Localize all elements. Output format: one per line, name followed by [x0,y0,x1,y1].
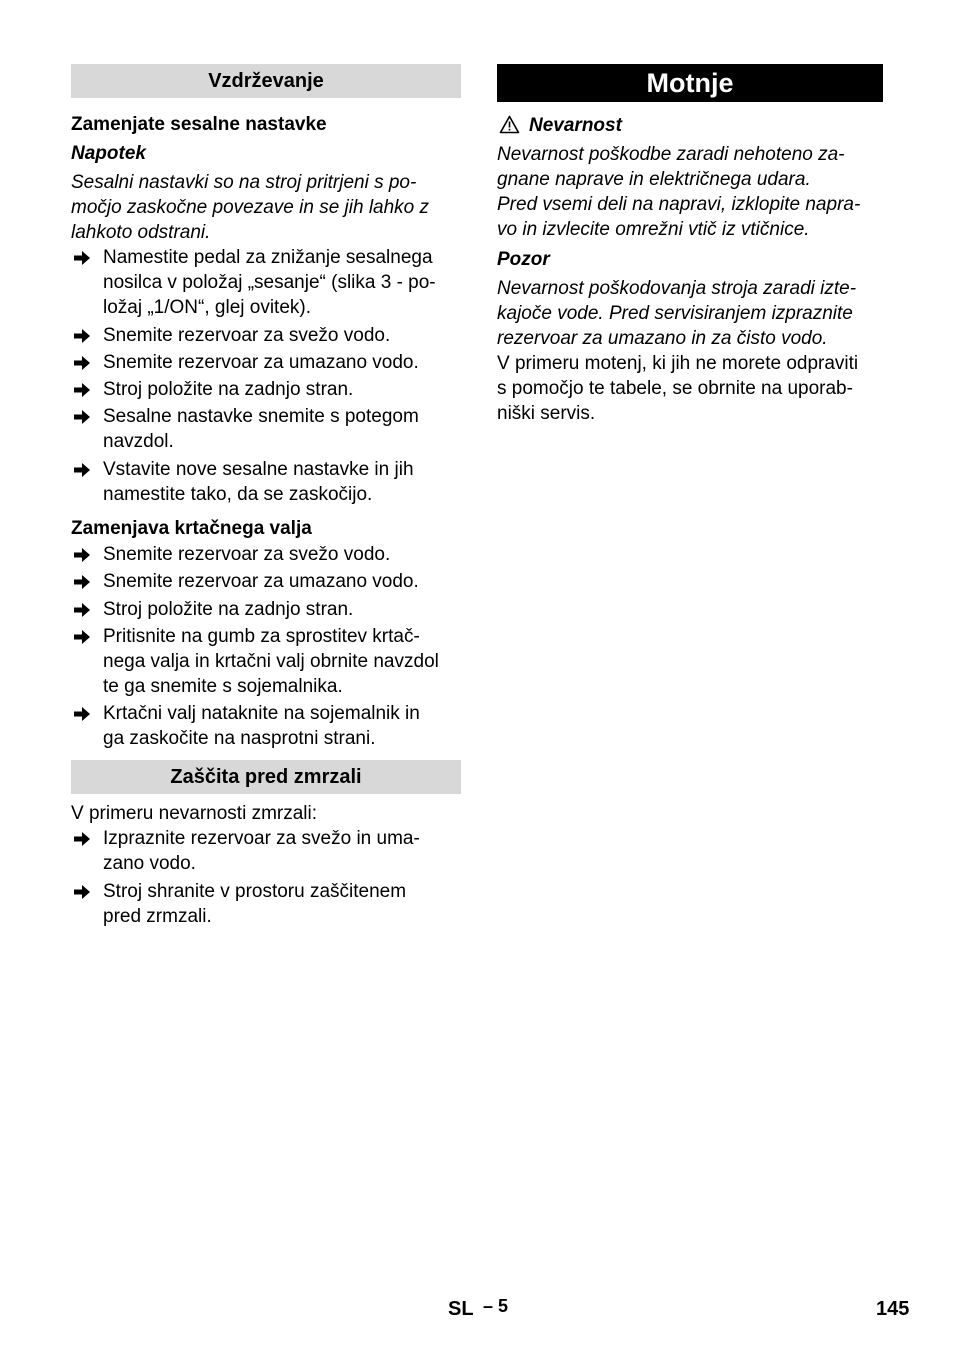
step-text-line: Sesalne nastavke snemite s potegom [103,406,419,427]
arrow-right-icon [73,249,91,267]
arrow-right-icon [73,628,91,646]
service-text-line: niški servis. [497,403,596,424]
step-text-line: Izpraznite rezervoar za svežo in uma- [103,828,420,849]
arrow-right-icon [73,573,91,591]
arrow-right-icon [73,381,91,399]
step-text-line: Vstavite nove sesalne nastavke in jih [103,459,414,480]
step-text-line: Stroj položite na zadnjo stran. [103,379,354,400]
step-text-line: namestite tako, da se zaskočijo. [103,484,373,505]
arrow-right-icon [73,461,91,479]
danger-text-line: Nevarnost poškodbe zaradi nehoteno za- [497,144,845,165]
step-text-line: Snemite rezervoar za umazano vodo. [103,352,419,373]
caution-text-line: rezervoar za umazano in za čisto vodo. [497,328,828,349]
frost-intro: V primeru nevarnosti zmrzali: [71,803,318,824]
step-text-line: Stroj položite na zadnjo stran. [103,599,354,620]
step-text-line: Pritisnite na gumb za sprostitev krtač- [103,626,420,647]
step-text-line: nosilca v položaj „sesanje“ (slika 3 - po- [103,272,436,293]
note-text-line: močjo zaskočne povezave in se jih lahko z [71,197,430,218]
page-number: 145 [876,1298,910,1320]
step-text-line: navzdol. [103,431,174,452]
arrow-right-icon [73,546,91,564]
service-text-line: V primeru motenj, ki jih ne morete odpraviti [497,353,859,374]
note-label: Napotek [71,143,146,164]
arrow-right-icon [73,354,91,372]
step-text-line: Krtačni valj nataknite na sojemalnik in [103,703,420,724]
footer-language: SL [448,1298,474,1320]
subheading-replace-nozzles: Zamenjate sesalne nastavke [71,114,327,135]
step-text-line: pred zrmzali. [103,906,212,927]
arrow-right-icon [73,883,91,901]
warning-triangle-icon [499,115,520,134]
danger-label: Nevarnost [529,115,622,136]
step-text-line: Snemite rezervoar za svežo vodo. [103,325,391,346]
step-text-line: te ga snemite s sojemalnika. [103,676,343,697]
danger-text-line: vo in izvlecite omrežni vtič iz vtičnice. [497,219,810,240]
note-text-line: Sesalni nastavki so na stroj pritrjeni s po- [71,172,417,193]
step-text-line: Snemite rezervoar za svežo vodo. [103,544,391,565]
caution-text-line: Nevarnost poškodovanja stroja zaradi izte- [497,278,857,299]
step-text-line: nega valja in krtačni valj obrnite navzdol [103,651,439,672]
note-text-line: lahkoto odstrani. [71,222,211,243]
section-heading-troubles: Motnje [497,64,883,102]
danger-text-line: gnane naprave in električnega udara. [497,169,811,190]
arrow-right-icon [73,327,91,345]
subheading-replace-roller: Zamenjava krtačnega valja [71,518,312,539]
danger-text-line: Pred vsemi deli na napravi, izklopite napra- [497,194,861,215]
step-text-line: Namestite pedal za znižanje sesalnega [103,247,433,268]
arrow-right-icon [73,408,91,426]
arrow-right-icon [73,601,91,619]
caution-text-line: kajoče vode. Pred servisiranjem izpraznite [497,303,853,324]
step-text-line: ga zaskočite na nasprotni strani. [103,728,376,749]
step-text-line: ložaj „1/ON“, glej ovitek). [103,297,312,318]
section-heading-maintenance: Vzdrževanje [71,64,461,98]
arrow-right-icon [73,705,91,723]
step-text-line: zano vodo. [103,853,196,874]
arrow-right-icon [73,830,91,848]
caution-label: Pozor [497,249,550,270]
footer-section-page: – 5 [483,1296,509,1316]
step-text-line: Stroj shranite v prostoru zaščitenem [103,881,407,902]
section-heading-frost-protection: Zaščita pred zmrzali [71,760,461,794]
step-text-line: Snemite rezervoar za umazano vodo. [103,571,419,592]
service-text-line: s pomočjo te tabele, se obrnite na uporab- [497,378,853,399]
